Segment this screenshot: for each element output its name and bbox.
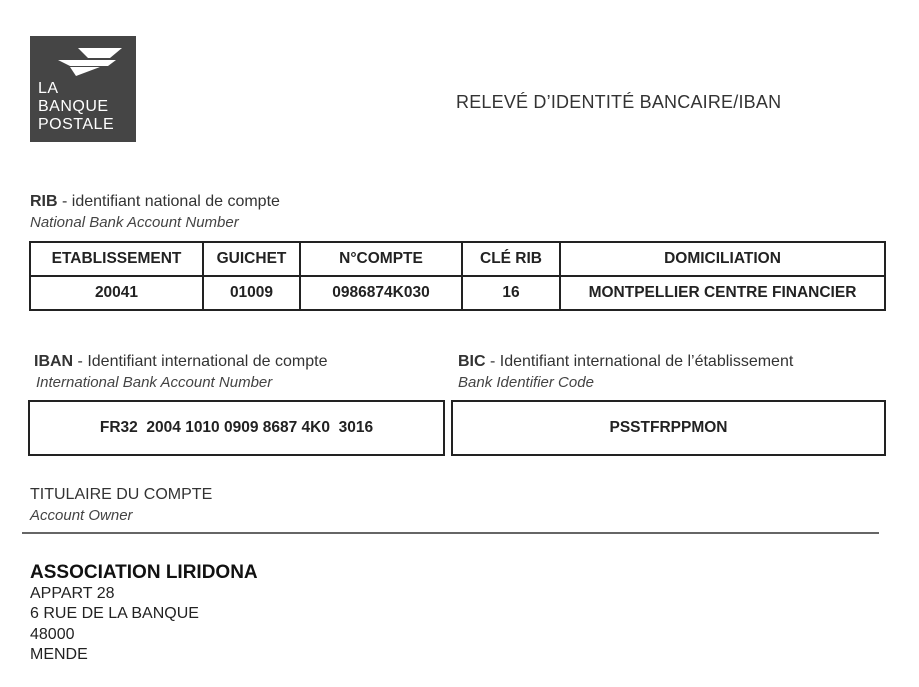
divider bbox=[22, 532, 879, 534]
value-etablissement: 20041 bbox=[30, 276, 203, 310]
header-compte: N°COMPTE bbox=[300, 242, 462, 276]
rib-sublabel: National Bank Account Number bbox=[30, 214, 239, 231]
bic-value-box: PSSTFRPPMON bbox=[451, 400, 886, 456]
address-line: 48000 bbox=[30, 626, 75, 643]
value-cle-rib: 16 bbox=[462, 276, 560, 310]
logo-wordmark bbox=[38, 80, 114, 134]
bic-sublabel: Bank Identifier Code bbox=[458, 374, 594, 391]
bic-label-rest: - Identifiant international de l’établissement bbox=[485, 353, 794, 370]
bic-label-bold: BIC bbox=[458, 353, 486, 370]
value-guichet: 01009 bbox=[203, 276, 300, 310]
rib-label bbox=[30, 193, 280, 211]
iban-sublabel: International Bank Account Number bbox=[36, 374, 273, 391]
rib-label-rest: - identifiant national de compte bbox=[57, 193, 280, 210]
owner-sublabel: Account Owner bbox=[30, 507, 133, 524]
table-header-row bbox=[30, 242, 885, 276]
iban-label-bold: IBAN bbox=[34, 353, 74, 370]
owner-label: TITULAIRE DU COMPTE bbox=[30, 486, 213, 503]
rib-table bbox=[29, 241, 886, 311]
iban-value-box: FR32 2004 1010 0909 8687 4K0 3016 bbox=[28, 400, 445, 456]
logo-line: BANQUE bbox=[38, 98, 109, 115]
logo-line: POSTALE bbox=[38, 116, 115, 133]
table-row bbox=[30, 276, 885, 310]
bank-logo bbox=[30, 36, 136, 142]
address-line: APPART 28 bbox=[30, 585, 115, 602]
document-title: RELEVÉ D’IDENTITÉ BANCAIRE/IBAN bbox=[456, 92, 782, 112]
value-compte: 0986874K030 bbox=[300, 276, 462, 310]
header-domiciliation: DOMICILIATION bbox=[560, 242, 885, 276]
owner-name: ASSOCIATION LIRIDONA bbox=[30, 562, 258, 583]
header-guichet: GUICHET bbox=[203, 242, 300, 276]
bic-label bbox=[458, 353, 793, 371]
iban-label bbox=[34, 353, 327, 371]
value-domiciliation: MONTPELLIER CENTRE FINANCIER bbox=[560, 276, 885, 310]
header-cle-rib: CLÉ RIB bbox=[462, 242, 560, 276]
iban-label-rest: - Identifiant international de compte bbox=[73, 353, 328, 370]
logo-line: LA bbox=[38, 80, 59, 97]
address-line: MENDE bbox=[30, 646, 88, 663]
rib-label-bold: RIB bbox=[30, 193, 58, 210]
header-etablissement: ETABLISSEMENT bbox=[30, 242, 203, 276]
address-line: 6 RUE DE LA BANQUE bbox=[30, 605, 199, 622]
